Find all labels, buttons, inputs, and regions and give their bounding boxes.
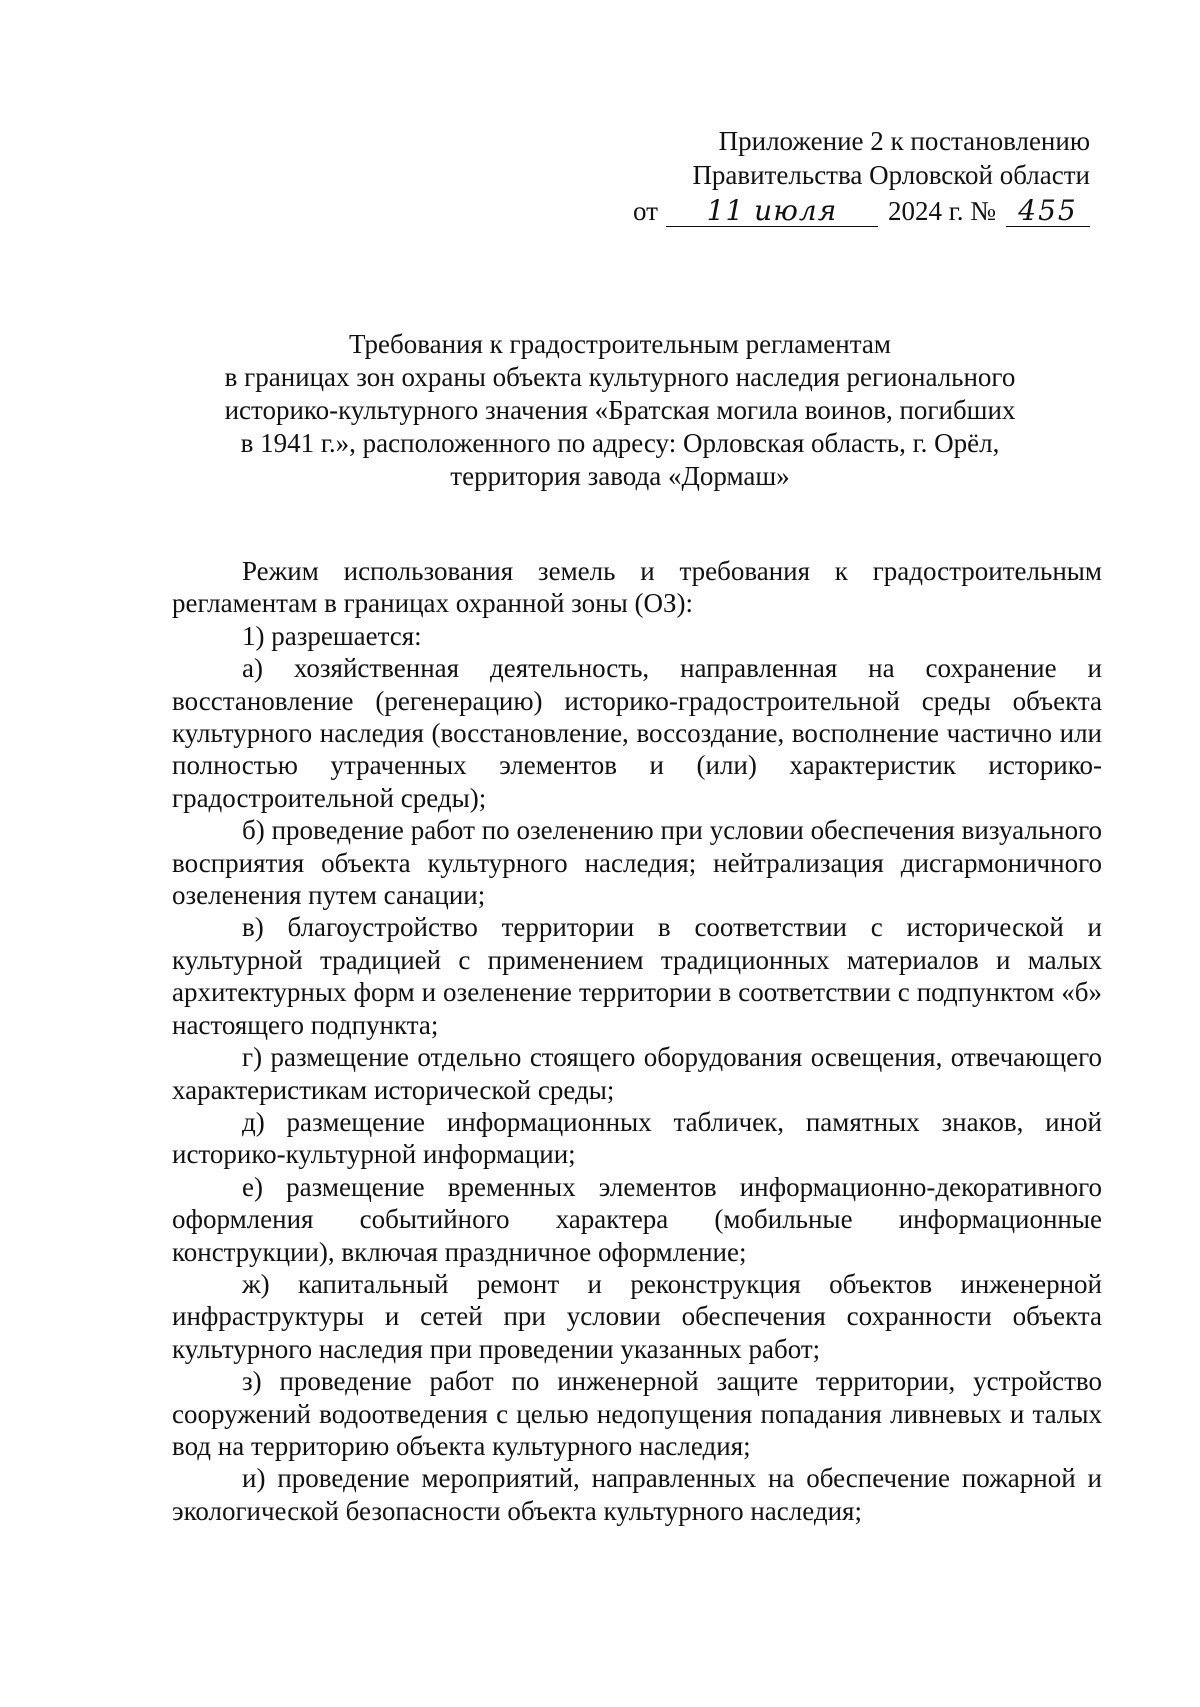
header-line-1: Приложение 2 к постановлению bbox=[718, 126, 1090, 156]
title-line: историко-культурного значения «Братская могила воинов, погибших bbox=[224, 395, 1016, 425]
document-title bbox=[160, 328, 1080, 493]
paragraph-subitem-g: г) размещение отдельно стоящего оборудования освещения, отвечающего характеристикам исторической среды; bbox=[172, 1042, 1102, 1105]
header-prefix: от bbox=[633, 196, 658, 226]
paragraph-intro: Режим использования земель и требования к градостроительным регламентам в границах охранной зоны (ОЗ): bbox=[172, 556, 1102, 619]
handwritten-date: 11 июля bbox=[666, 196, 878, 227]
header-line-2: Правительства Орловской области bbox=[692, 160, 1090, 190]
document-body bbox=[172, 555, 1102, 1527]
title-line: территория завода «Дормаш» bbox=[450, 461, 790, 491]
paragraph-subitem-z: з) проведение работ по инженерной защите территории, устройство сооружений водоотведения с целью недопущения попадания ливневых и талых вод на территорию объекта культурного наследия; bbox=[172, 1366, 1102, 1461]
header-year: 2024 г. № bbox=[887, 196, 996, 226]
paragraph-subitem-e: е) размещение временных элементов информационно-декоративного оформления событийного характера (мобильные информационные конструкции), включая праздничное оформление; bbox=[172, 1171, 1102, 1267]
paragraph-subitem-b: б) проведение работ по озеленению при условии обеспечения визуального восприятия объекта культурного наследия; нейтрализация дисгармоничного озеленения путем санации; bbox=[172, 815, 1102, 911]
paragraph-subitem-v: в) благоустройство территории в соответствии с исторической и культурной традицией с применением традиционных материалов и малых архитектурных форм и озеленение территории в соответствии с подпунктом «б» настоящего подпункта; bbox=[172, 912, 1102, 1040]
header-line-3 bbox=[620, 194, 1090, 228]
paragraph-subitem-a: а) хозяйственная деятельность, направленная на сохранение и восстановление (регенерацию) историко-градостроительной среды объекта культурного наследия (восстановление, воссоздание, восполнение частично или полностью утраченных элементов и (или) характеристик историко-градостроительной среды); bbox=[172, 653, 1102, 813]
paragraph-subitem-i: и) проведение мероприятий, направленных на обеспечение пожарной и экологической безопасности объекта культурного наследия; bbox=[172, 1463, 1102, 1526]
title-line: в границах зон охраны объекта культурного наследия регионального bbox=[224, 362, 1016, 392]
paragraph-item-1: 1) разрешается: bbox=[242, 620, 422, 651]
handwritten-number: 455 bbox=[1006, 196, 1090, 227]
appendix-header bbox=[620, 124, 1090, 228]
paragraph-subitem-d: д) размещение информационных табличек, памятных знаков, иной историко-культурной информации; bbox=[172, 1106, 1102, 1170]
title-line: в 1941 г.», расположенного по адресу: Орловская область, г. Орёл, bbox=[240, 428, 1000, 458]
paragraph-subitem-zh: ж) капитальный ремонт и реконструкция объектов инженерной инфраструктуры и сетей при условии обеспечения сохранности объекта культурного наследия при проведении указанных работ; bbox=[172, 1268, 1102, 1364]
title-line: Требования к градостроительным регламентам bbox=[349, 329, 891, 359]
